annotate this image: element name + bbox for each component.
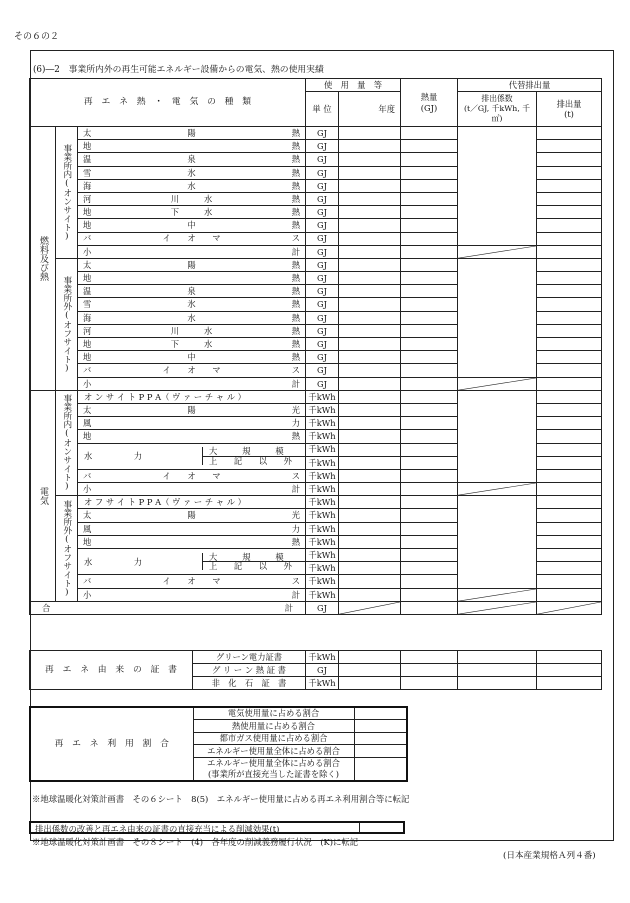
year-value[interactable] xyxy=(339,509,401,522)
footer-standard: (日本産業規格Ａ列４番) xyxy=(503,851,596,861)
emission-value[interactable] xyxy=(537,651,602,664)
ratio-value[interactable] xyxy=(354,707,407,720)
row-unit: GJ xyxy=(306,166,339,179)
cert-name: 非 化 石 証 書 xyxy=(193,677,306,690)
ratio-value[interactable] xyxy=(354,732,407,745)
heat-value[interactable] xyxy=(401,522,458,535)
year-value[interactable] xyxy=(339,430,401,443)
row-unit: GJ xyxy=(306,311,339,324)
row-unit: 千kWh xyxy=(306,430,339,443)
heat-value[interactable] xyxy=(401,390,458,403)
year-value[interactable] xyxy=(339,364,401,377)
row-kind: 海 水 熱 xyxy=(78,179,306,192)
row-kind: 地 下 水 熱 xyxy=(78,206,306,219)
ratio-value[interactable] xyxy=(354,745,407,758)
emission-value[interactable] xyxy=(537,417,602,430)
row-kind: 太 陽 熱 xyxy=(78,258,306,271)
factor-value[interactable] xyxy=(458,664,537,677)
row-unit: 千kWh xyxy=(306,390,339,403)
heat-value[interactable] xyxy=(401,664,458,677)
heat-value[interactable] xyxy=(401,338,458,351)
header-kind: 再 エ ネ 熱 ・ 電 気 の 種 類 xyxy=(30,79,306,127)
cert-label: 再 エ ネ 由 来 の 証 書 xyxy=(30,651,193,690)
cert-unit: GJ xyxy=(306,664,339,677)
table-row xyxy=(30,588,602,601)
row-unit: GJ xyxy=(306,179,339,192)
cert-name: グ リ ー ン 熱 証 書 xyxy=(193,664,306,677)
row-unit: GJ xyxy=(306,364,339,377)
emission-value[interactable] xyxy=(537,351,602,364)
emission-value[interactable] xyxy=(537,285,602,298)
ratio-name: エネルギー使用量全体に占める割合 xyxy=(193,745,354,758)
factor-value[interactable] xyxy=(458,651,537,664)
row-unit: GJ xyxy=(306,272,339,285)
row-unit: GJ xyxy=(306,298,339,311)
row-unit: 千kWh xyxy=(306,456,339,469)
subgroup-label: 事業所外(オフサイト) xyxy=(56,258,78,390)
reduction-effect-label: 排出係数の改善と再エネ由来の証書の直接充当による削減効果(t) xyxy=(31,823,360,832)
emission-value[interactable] xyxy=(537,272,602,285)
heat-value[interactable] xyxy=(401,272,458,285)
year-value[interactable] xyxy=(339,456,401,469)
emission-value[interactable] xyxy=(537,192,602,205)
row-kind: 地 熱 xyxy=(78,272,306,285)
ratio-table xyxy=(29,706,408,782)
header-year: 年度 xyxy=(339,92,401,127)
heat-value[interactable] xyxy=(401,298,458,311)
na-cell xyxy=(458,377,537,390)
na-cell xyxy=(537,601,602,614)
header-factor: 排出係数 (t／GJ, 千kWh, 千 ㎥) xyxy=(458,92,537,127)
subgroup-label: 事業所内(オンサイト) xyxy=(56,127,78,259)
certificate-table xyxy=(29,650,602,690)
emission-value[interactable] xyxy=(537,166,602,179)
year-value[interactable] xyxy=(339,219,401,232)
year-value[interactable] xyxy=(339,562,401,575)
heat-value[interactable] xyxy=(401,166,458,179)
year-value[interactable] xyxy=(339,651,401,664)
row-unit: GJ xyxy=(306,351,339,364)
row-kind: 風 力 xyxy=(78,417,306,430)
heat-value[interactable] xyxy=(401,285,458,298)
row-kind: 地 熱 xyxy=(78,430,306,443)
emission-value[interactable] xyxy=(537,219,602,232)
heat-value[interactable] xyxy=(401,651,458,664)
row-kind: 地 中 熱 xyxy=(78,351,306,364)
emission-value[interactable] xyxy=(537,140,602,153)
heat-value[interactable] xyxy=(401,469,458,482)
year-value[interactable] xyxy=(339,179,401,192)
heat-value[interactable] xyxy=(401,677,458,690)
year-value[interactable] xyxy=(339,469,401,482)
row-kind: 地 熱 xyxy=(78,140,306,153)
row-kind: 温 泉 熱 xyxy=(78,285,306,298)
na-cell xyxy=(458,588,537,601)
year-value[interactable] xyxy=(339,285,401,298)
row-unit: 千kWh xyxy=(306,509,339,522)
na-cell xyxy=(458,601,537,614)
factor-value[interactable] xyxy=(458,496,537,588)
note-1: ※地球温暖化対策計画書 その６シート 8(5) エネルギー使用量に占める再エネ利用割合等に転記 xyxy=(32,794,410,804)
emission-value[interactable] xyxy=(537,509,602,522)
row-unit: 千kWh xyxy=(306,575,339,588)
section-title: (6)―2 事業所内外の再生可能エネルギー設備からの電気、熱の使用実績 xyxy=(33,65,324,75)
year-value[interactable] xyxy=(339,417,401,430)
total-unit: GJ xyxy=(306,601,339,614)
emission-value[interactable] xyxy=(537,588,602,601)
year-value[interactable] xyxy=(339,549,401,562)
reduction-effect-box xyxy=(29,821,405,834)
total-row xyxy=(30,601,602,614)
row-unit: GJ xyxy=(306,377,339,390)
emission-value[interactable] xyxy=(537,245,602,258)
row-unit: GJ xyxy=(306,245,339,258)
row-kind: 河 川 水 熱 xyxy=(78,324,306,337)
year-value[interactable] xyxy=(339,483,401,496)
heat-value[interactable] xyxy=(401,430,458,443)
table-row xyxy=(30,377,602,390)
page-label: その６の２ xyxy=(14,32,60,42)
emission-value[interactable] xyxy=(537,535,602,548)
row-kind: 温 泉 熱 xyxy=(78,153,306,166)
usage-table xyxy=(29,78,602,615)
row-kind: 地 中 熱 xyxy=(78,219,306,232)
row-kind: 地 熱 xyxy=(78,535,306,548)
year-value[interactable] xyxy=(339,127,401,140)
heat-value[interactable] xyxy=(401,219,458,232)
year-value[interactable] xyxy=(339,377,401,390)
ratio-name: 都市ガス使用量に占める割合 xyxy=(193,732,354,745)
row-unit: GJ xyxy=(306,127,339,140)
row-kind-hydro: 水 力 大 規 模 上 記 以 外 xyxy=(78,549,306,575)
emission-value[interactable] xyxy=(537,677,602,690)
header-unit: 単 位 xyxy=(306,92,339,127)
subgroup-label: 事業所外(オフサイト) xyxy=(56,496,78,602)
year-value[interactable] xyxy=(339,338,401,351)
row-kind: 小 計 xyxy=(78,245,306,258)
row-unit: 千kWh xyxy=(306,496,339,509)
year-value[interactable] xyxy=(339,390,401,403)
row-kind: 太 陽 光 xyxy=(78,403,306,416)
cert-unit: 千kWh xyxy=(306,677,339,690)
emission-value[interactable] xyxy=(537,258,602,271)
row-kind: オ ン サ イ ト P P A（ ヴ ァ ー チ ャ ル ） xyxy=(78,390,306,403)
header-alt-emission: 代替排出量 xyxy=(458,79,602,92)
year-value[interactable] xyxy=(339,324,401,337)
row-unit: 千kWh xyxy=(306,535,339,548)
year-value[interactable] xyxy=(339,140,401,153)
total-label: 合 計 xyxy=(30,601,306,614)
heat-value[interactable] xyxy=(401,403,458,416)
row-unit: 千kWh xyxy=(306,469,339,482)
year-value[interactable] xyxy=(339,245,401,258)
emission-value[interactable] xyxy=(537,575,602,588)
row-unit: GJ xyxy=(306,206,339,219)
row-kind: 雪 氷 熱 xyxy=(78,298,306,311)
factor-value[interactable] xyxy=(458,258,537,377)
cert-row xyxy=(30,651,602,664)
factor-value[interactable] xyxy=(458,390,537,482)
year-value[interactable] xyxy=(339,677,401,690)
na-cell xyxy=(458,483,537,496)
year-value[interactable] xyxy=(339,535,401,548)
row-unit: 千kWh xyxy=(306,522,339,535)
cert-unit: 千kWh xyxy=(306,651,339,664)
ratio-name: 熱使用量に占める割合 xyxy=(193,720,354,733)
emission-value[interactable] xyxy=(537,456,602,469)
year-value[interactable] xyxy=(339,192,401,205)
row-kind-hydro: 水 力 大 規 模 上 記 以 外 xyxy=(78,443,306,469)
header-heat: 熱量 (GJ) xyxy=(401,79,458,127)
year-value[interactable] xyxy=(339,588,401,601)
row-kind: 太 陽 光 xyxy=(78,509,306,522)
emission-value[interactable] xyxy=(537,153,602,166)
factor-value[interactable] xyxy=(458,127,537,246)
row-kind: 河 川 水 熱 xyxy=(78,192,306,205)
row-unit: 千kWh xyxy=(306,403,339,416)
heat-value[interactable] xyxy=(401,496,458,509)
emission-value[interactable] xyxy=(537,127,602,140)
emission-value[interactable] xyxy=(537,324,602,337)
row-unit: 千kWh xyxy=(306,483,339,496)
heat-value[interactable] xyxy=(401,258,458,271)
year-value[interactable] xyxy=(339,258,401,271)
emission-value[interactable] xyxy=(537,562,602,575)
heat-value[interactable] xyxy=(401,535,458,548)
heat-value[interactable] xyxy=(401,206,458,219)
row-unit: GJ xyxy=(306,192,339,205)
table-row xyxy=(30,390,602,403)
emission-value[interactable] xyxy=(537,403,602,416)
heat-value[interactable] xyxy=(401,509,458,522)
emission-value[interactable] xyxy=(537,522,602,535)
heat-value[interactable] xyxy=(401,588,458,601)
row-unit: GJ xyxy=(306,153,339,166)
row-kind: 地 下 水 熱 xyxy=(78,338,306,351)
year-value[interactable] xyxy=(339,496,401,509)
year-value[interactable] xyxy=(339,575,401,588)
cert-name: グリーン電力証書 xyxy=(193,651,306,664)
subgroup-label: 事業所内(オンサイト) xyxy=(56,390,78,496)
emission-value[interactable] xyxy=(537,364,602,377)
ratio-name: 電気使用量に占める割合 xyxy=(193,707,354,720)
table-row xyxy=(30,258,602,271)
emission-value[interactable] xyxy=(537,664,602,677)
year-value[interactable] xyxy=(339,166,401,179)
year-value[interactable] xyxy=(339,272,401,285)
ratio-value[interactable] xyxy=(354,757,407,781)
heat-value[interactable] xyxy=(401,377,458,390)
year-value[interactable] xyxy=(339,311,401,324)
heat-value[interactable] xyxy=(401,153,458,166)
year-value[interactable] xyxy=(339,298,401,311)
heat-value[interactable] xyxy=(401,364,458,377)
heat-value[interactable] xyxy=(401,311,458,324)
row-unit: 千kWh xyxy=(306,417,339,430)
na-cell xyxy=(458,245,537,258)
row-unit: 千kWh xyxy=(306,443,339,456)
heat-value[interactable] xyxy=(401,549,458,562)
row-kind: 風 力 xyxy=(78,522,306,535)
emission-value[interactable] xyxy=(537,496,602,509)
row-kind: バ イ オ マ ス xyxy=(78,469,306,482)
year-value[interactable] xyxy=(339,232,401,245)
row-kind: オ フ サ イ ト P P A（ ヴ ァ ー チ ャ ル ） xyxy=(78,496,306,509)
row-unit: GJ xyxy=(306,324,339,337)
row-unit: 千kWh xyxy=(306,588,339,601)
heat-value[interactable] xyxy=(401,562,458,575)
ratio-row xyxy=(30,707,407,720)
heat-value[interactable] xyxy=(401,179,458,192)
row-unit: GJ xyxy=(306,140,339,153)
heat-value[interactable] xyxy=(401,417,458,430)
ratio-label: 再 エ ネ 利 用 割 合 xyxy=(30,707,193,781)
header-usage: 使 用 量 等 xyxy=(306,79,401,92)
emission-value[interactable] xyxy=(537,443,602,456)
factor-value[interactable] xyxy=(458,677,537,690)
heat-value[interactable] xyxy=(401,192,458,205)
heat-value[interactable] xyxy=(401,575,458,588)
ratio-value[interactable] xyxy=(354,720,407,733)
heat-value[interactable] xyxy=(401,140,458,153)
emission-value[interactable] xyxy=(537,430,602,443)
year-value[interactable] xyxy=(339,403,401,416)
emission-value[interactable] xyxy=(537,549,602,562)
row-unit: 千kWh xyxy=(306,562,339,575)
emission-value[interactable] xyxy=(537,311,602,324)
row-kind: バ イ オ マ ス xyxy=(78,575,306,588)
row-kind: バ イ オ マ ス xyxy=(78,364,306,377)
heat-value[interactable] xyxy=(401,456,458,469)
emission-value[interactable] xyxy=(537,390,602,403)
row-unit: GJ xyxy=(306,338,339,351)
row-unit: GJ xyxy=(306,258,339,271)
note-2: ※地球温暖化対策計画書 その８シート (4) 各年度の削減義務履行状況 (K)に転記 xyxy=(32,837,359,847)
table-row xyxy=(30,483,602,496)
heat-value[interactable] xyxy=(401,351,458,364)
group-label: 燃料及び熱 xyxy=(30,127,56,391)
heat-value[interactable] xyxy=(401,245,458,258)
year-value[interactable] xyxy=(339,351,401,364)
heat-value[interactable] xyxy=(401,443,458,456)
emission-value[interactable] xyxy=(537,232,602,245)
row-kind: 小 計 xyxy=(78,483,306,496)
emission-value[interactable] xyxy=(537,483,602,496)
year-value[interactable] xyxy=(339,153,401,166)
table-row xyxy=(30,127,602,140)
header-emission: 排出量 (t) xyxy=(537,92,602,127)
row-kind: 太 陽 熱 xyxy=(78,127,306,140)
row-kind: 小 計 xyxy=(78,377,306,390)
row-unit: GJ xyxy=(306,232,339,245)
table-row xyxy=(30,245,602,258)
ratio-name: エネルギー使用量全体に占める割合 (事業所が直接充当した証書を除く) xyxy=(193,757,354,781)
reduction-effect-value[interactable] xyxy=(360,823,403,832)
emission-value[interactable] xyxy=(537,469,602,482)
row-kind: 雪 氷 熱 xyxy=(78,166,306,179)
year-value[interactable] xyxy=(339,664,401,677)
emission-value[interactable] xyxy=(537,179,602,192)
na-cell xyxy=(339,601,401,614)
row-kind: 小 計 xyxy=(78,588,306,601)
row-unit: GJ xyxy=(306,219,339,232)
heat-value[interactable] xyxy=(401,232,458,245)
emission-value[interactable] xyxy=(537,206,602,219)
year-value[interactable] xyxy=(339,206,401,219)
emission-value[interactable] xyxy=(537,338,602,351)
heat-value[interactable] xyxy=(401,127,458,140)
row-unit: GJ xyxy=(306,285,339,298)
emission-value[interactable] xyxy=(537,377,602,390)
heat-value[interactable] xyxy=(401,324,458,337)
group-label: 電気 xyxy=(30,390,56,601)
table-row xyxy=(30,496,602,509)
row-unit: 千kWh xyxy=(306,549,339,562)
emission-value[interactable] xyxy=(537,298,602,311)
total-heat[interactable] xyxy=(401,601,458,614)
row-kind: 海 水 熱 xyxy=(78,311,306,324)
heat-value[interactable] xyxy=(401,483,458,496)
row-kind: バ イ オ マ ス xyxy=(78,232,306,245)
year-value[interactable] xyxy=(339,522,401,535)
year-value[interactable] xyxy=(339,443,401,456)
